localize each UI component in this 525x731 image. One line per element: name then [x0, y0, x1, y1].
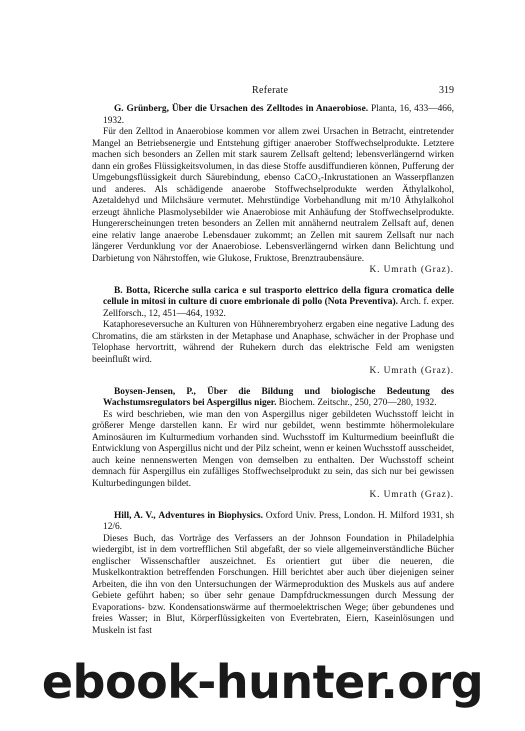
- authors: B. Botta,: [114, 285, 151, 296]
- watermark: ebook-hunter.org: [41, 655, 484, 709]
- signature: K. Umrath (Graz).: [369, 490, 454, 500]
- authors: Hill, A. V.,: [114, 510, 156, 521]
- signature: K. Umrath (Graz).: [369, 366, 454, 376]
- review-boysen-jensen: [92, 387, 454, 502]
- source: Planta, 16, 433—466, 1932.: [103, 104, 455, 126]
- running-title: Referate: [252, 85, 289, 96]
- review-hill: [92, 511, 454, 638]
- review-body: Für den Zelltod in Anaerobiose kommen vor allem zwei Ursachen in Betracht, eintretender Mangel an Betriebsenergie und Entstehung giftiger anaerober Stoffwechselprodukte. Letztere machen sich besonders an Zellen mit stark saurem Zellsaft geltend; lebensverlängernd wirken dann ein großes Flüssigkeitsvolumen, in das diese Stoffe ausdiffundieren können, Pufferung der Umgebungsflüssigkeit durch Säurebindung, ebenso CaCO₃-Inkrustationen an Wasserpflanzen und anderes. Als schädigende anaerobe Stoffwechselprodukte werden Äthylalkohol, Azetaldehyd und Milchsäure vermutet. Mehrstündige Vorbehandlung mit m/10 Äthylalkohol erzeugt ähnliche Plasmolysebilder wie Anaerobiose mit Anhäufung der Stoffwechselprodukte. Hungererscheinungen treten besonders an Zellen mit annähernd neutralem Zellsaft auf, denen eine relativ lange anaerobe Lebensdauer zukommt; an Zellen mit saurem Zellsaft nur nach längerer Verdunklung vor der Anaerobiose. Lebensverlängernd wirken dann Belichtung und Darbietung von Nährstoffen, wie Glukose, Fruktose, Brenztraubensäure.: [92, 127, 454, 264]
- citation: [92, 511, 454, 534]
- title: Über die Ursachen des Zelltodes in Anaerobiose.: [171, 104, 369, 114]
- source: Biochem. Zeitschr., 250, 270—280, 1932.: [278, 398, 437, 408]
- reviews: [92, 104, 454, 637]
- review-body: Es wird beschrieben, wie man den von Aspergillus niger gebildeten Wuchsstoff leicht in größerer Menge darstellen kann. Er wird nur gebildet, wenn bestimmte höhermolekulare Aminosäuren im Kulturmedium vorhanden sind. Wuchsstoff im Kulturmedium beeinflußt die Entwicklung von Aspergillus nicht und der Pilz scheint, wenn er keinen Wuchsstoff ausscheidet, auch keine nennenswerten Mengen von demselben zu enthalten. Der Wuchsstoff scheint demnach für Aspergillus ein zufälliges Stoffwechselprodukt zu sein, das sich nur bei gewissen Kulturbedingungen bildet.: [92, 409, 454, 489]
- review-body: Dieses Buch, das Vorträge des Verfassers an der Johnson Foundation in Philadelphia wiedergibt, ist in dem vortrefflichen Stil abgefaßt, der so viele allgemeinverständliche Bücher englischer Wissenschaftler auszeichnet. Es orientiert gut über die neueren, die Muskelkontraktion betreffenden Forschungen. Hill berichtet aber auch über diejenigen seiner Arbeiten, die ihn von den Untersuchungen der Wärmeproduktion des Muskels aus auf andere Gebiete geführt haben; so über sehr genaue Dampfdruckmessungen durch Messung der Evaporations- bzw. Kondensationswärme auf thermoelektrischen Wege; über gebundenes und freies Wasser; in Blut, Körperflüssigkeiten von Evertebraten, Eiern, Kaseinlösungen und Muskeln ist fast: [92, 533, 454, 636]
- title: Über die Bildung und biologische Bedeutung des Wachstumsregulators bei Aspergillus niger.: [103, 386, 455, 408]
- citation: [92, 286, 454, 321]
- review-botta: [92, 286, 454, 378]
- title: Adventures in Biophysics.: [158, 510, 264, 521]
- authors: Boysen-Jensen, P.,: [114, 386, 196, 397]
- signature: K. Umrath (Graz).: [369, 265, 454, 275]
- review-body: Kataphoreseversuche an Kulturen von Hühnerembryoherz ergaben eine negative Ladung des Chromatins, die am stärksten in der Metaphase und Anaphase, schwächer in der Prophase und Telophase hervortritt, während der Ruhekern durch das elektrische Feld am wenigsten beeinflußt wird.: [92, 320, 454, 365]
- citation: [92, 104, 454, 127]
- source: Oxford Univ. Press, London. H. Milford 1931, sh 12/6.: [103, 510, 455, 532]
- page-header: [92, 85, 454, 97]
- title: Ricerche sulla carica e sul trasporto elettrico della figura cromatica delle cellule in mitosi in culture di cuore embrionale di pollo (Nota Preventiva).: [103, 285, 455, 307]
- authors: G. Grünberg,: [114, 104, 169, 114]
- review-gruenberg: [92, 104, 454, 277]
- page-number: 319: [439, 85, 454, 96]
- citation: [92, 387, 454, 410]
- source: Arch. f. exper. Zellforsch., 12, 451—464, 1932.: [103, 297, 454, 319]
